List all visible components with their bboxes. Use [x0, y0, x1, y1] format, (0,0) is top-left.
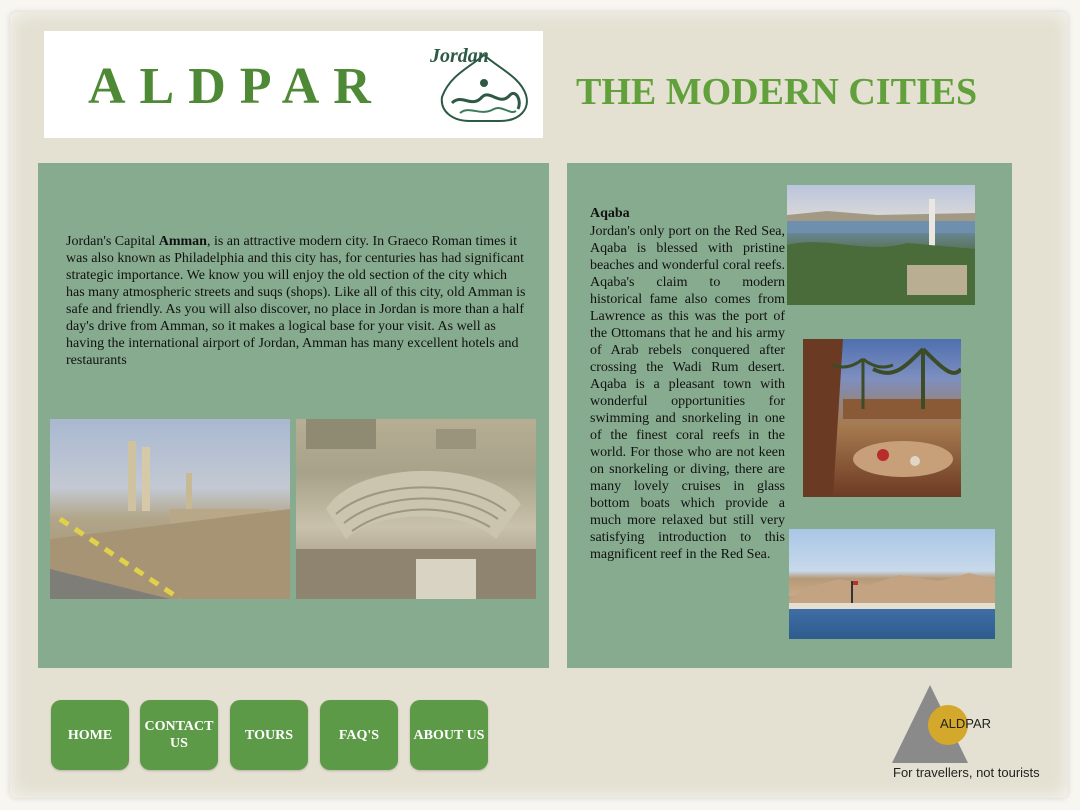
amman-body: , is an attractive modern city. In Graeco Roman times it was also known as Philadelphia and this city has, for centuries has had significant strategic importance. We know you will enjoy the old section of the city which has many atmospheric streets and suqs (shops). Like all of this city, old Amman is safe and friendly. As you will also discover, no place in Jordan is more than a half day's drive from Amman, so it makes a logical base for your visit. As well as having the international airport of Jordan, Amman has many excellent hotels and restaurants [66, 234, 526, 368]
page-title: THE MODERN CITIES [576, 71, 978, 113]
nav-home-button[interactable]: HOME [51, 700, 129, 770]
roman-theatre-photo [296, 419, 536, 599]
jordan-logo-text: Jordan [430, 45, 489, 67]
jordan-calligraphy-logo [430, 45, 538, 127]
brand-logo-text: ALDPAR [88, 58, 385, 115]
amman-panel [38, 163, 549, 668]
amman-city-name: Amman [158, 234, 207, 249]
aqaba-port-photo [787, 185, 975, 305]
aqaba-panel [567, 163, 1012, 668]
amman-temple-photo [50, 419, 290, 599]
nav-about-button[interactable]: ABOUT US [410, 700, 488, 770]
nav-faqs-button[interactable]: FAQ'S [320, 700, 398, 770]
nav-contact-button[interactable] [140, 700, 218, 770]
aqaba-heading: Aqaba [590, 206, 630, 221]
amman-description [66, 233, 526, 369]
footer-tagline: For travellers, not tourists [893, 765, 1040, 780]
aqaba-coast-photo [789, 529, 995, 639]
nav-contact-line2: US [170, 736, 188, 751]
footer-brand: ALDPAR [940, 716, 992, 731]
aqaba-description: Jordan's only port on the Red Sea, Aqaba is blessed with pristine beaches and wonderful coral reefs. Aqaba's claim to modern historical fame also comes from Lawrence as this was the port of the Ottomans that he and his army of Arab rebels conquered after crossing the Wadi Rum desert. Aqaba is a pleasant town with wonderful opportunities for swimming and snorkeling in one of the finest coral reefs in the world. For those who are not keen on snorkeling or diving, there are many lovely cruises in glass bottom boats which provide a much more relaxed but still very satisfying introduction to this magnificent reef in the Red Sea. [590, 224, 785, 562]
nav-tours-button[interactable]: TOURS [230, 700, 308, 770]
nav-contact-line1: CONTACT [144, 719, 214, 734]
header-banner [44, 31, 543, 138]
aqaba-cafe-photo [803, 339, 961, 497]
amman-intro: Jordan's Capital [66, 234, 159, 249]
